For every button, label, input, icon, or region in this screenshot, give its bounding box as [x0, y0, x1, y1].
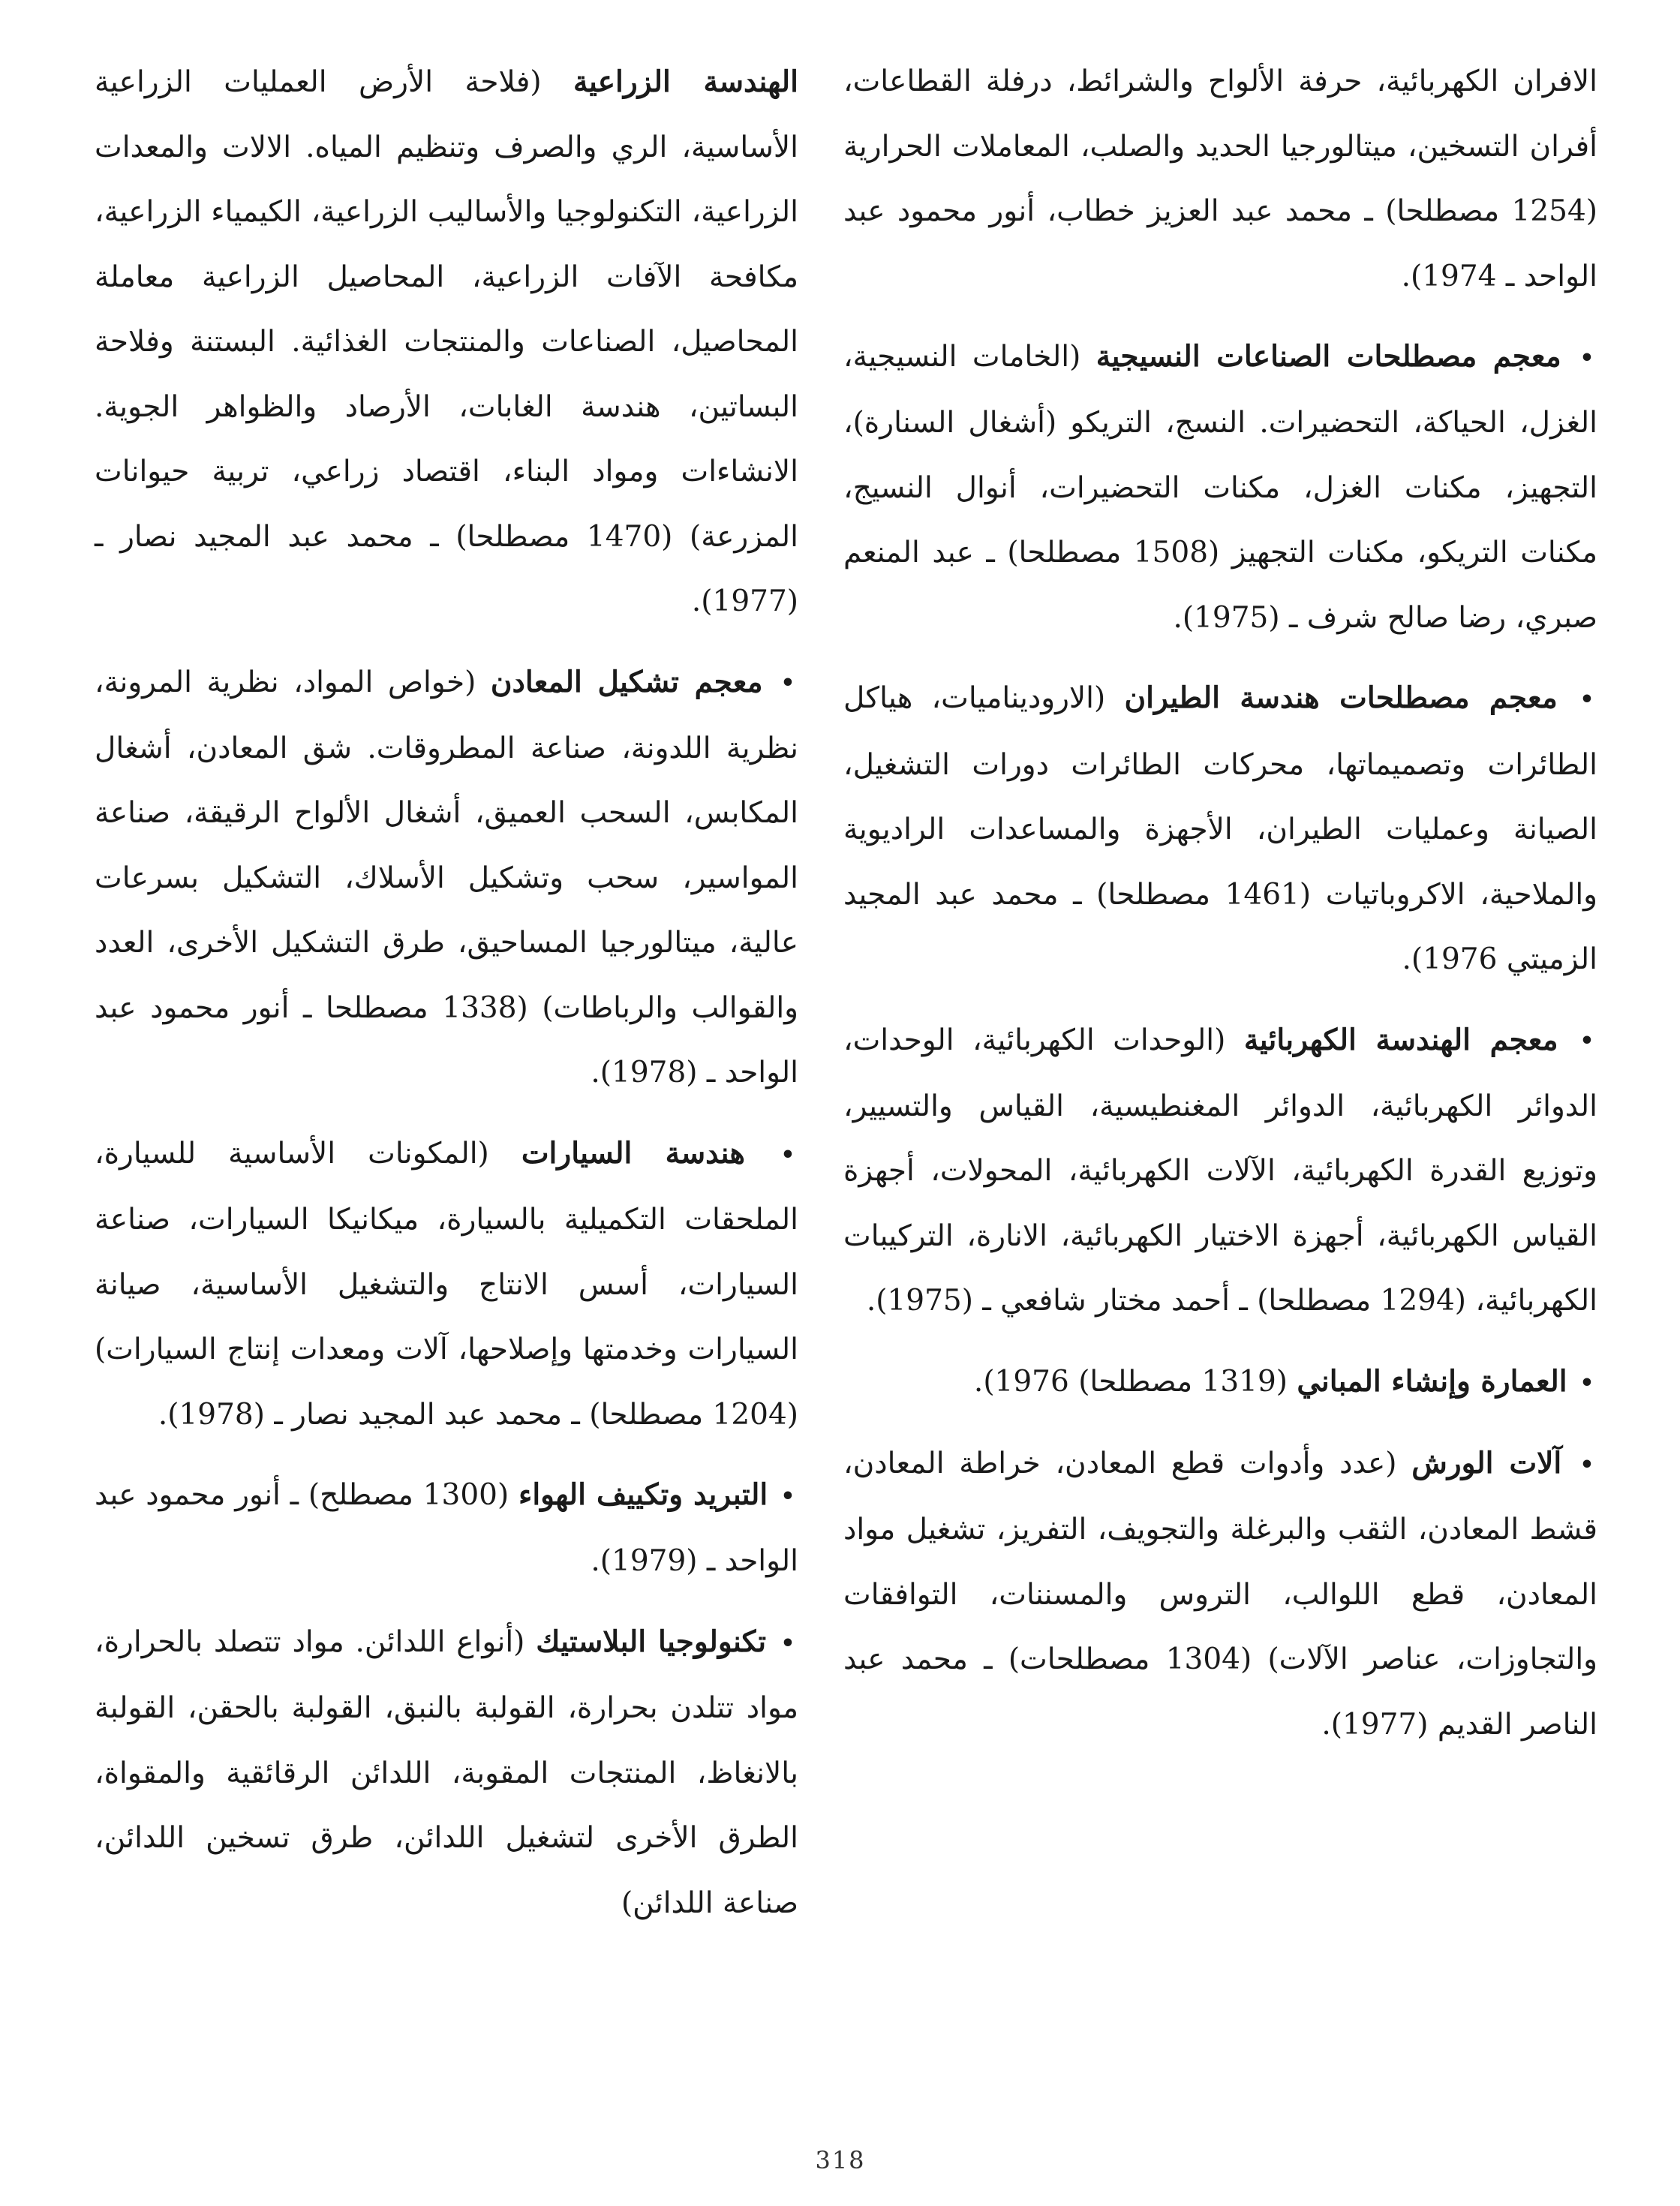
- continued-entry: [843, 50, 1597, 309]
- entry-refrigeration: [95, 1462, 798, 1594]
- bullet-icon: •: [1579, 344, 1594, 371]
- entry-title: الهندسة الزراعية: [573, 65, 798, 99]
- entry-title: تكنولوجيا البلاستيك: [536, 1624, 767, 1659]
- entry-title: التبريد وتكييف الهواء: [518, 1477, 768, 1512]
- entry-text: (الوحدات الكهربائية، الوحدات، الدوائر الكهربائية، الدوائر المغنطيسية، القياس والتسيير، وتوزيع القدرة الكهربائية، الآلات الكهربائية، المحولات، أجهزة القياس الكهربائية، أجهزة الاختيار الكهربائية، الانارة، التركيبات الكهربائية، (1294 مصطلحا) ـ أحمد مختار شافعي ـ (1975).: [843, 1023, 1597, 1318]
- entry-textile-terms: [843, 324, 1597, 651]
- entry-text: (1319 مصطلحا) 1976).: [973, 1364, 1288, 1399]
- left-column: [95, 50, 798, 1951]
- entry-aviation-terms: [843, 666, 1597, 992]
- entry-automotive-engineering: [95, 1121, 798, 1447]
- entry-title: العمارة وإنشاء المباني: [1297, 1363, 1567, 1399]
- entry-text: (خواص المواد، نظرية المرونة، نظرية اللدونة، صناعة المطروقات. شق المعادن، أشغال المكابس، السحب العميق، أشغال الألواح الرقيقة، صناعة المواسير، سحب وتشكيل الأسلاك، التشكيل بسرعات عالية، ميتالورجيا المساحيق، طرق التشكيل الأخرى، العدد والقوالب والرباطات) (1338 مصطلحا ـ أنور محمود عبد الواحد ـ (1978).: [95, 665, 798, 1090]
- entry-text: (فلاحة الأرض العمليات الزراعية الأساسية، الري والصرف وتنظيم المياه. الالات والمعدات الزراعية، التكنولوجيا والأساليب الزراعية، الكيمياء الزراعية، مكافحة الآفات الزراعية، المحاصيل الزراعية معاملة المحاصيل، الصناعات والمنتجات الغذائية. البستنة وفلاحة البساتين، هندسة الغابات، الأرصاد والظواهر الجوية. الانشاءات ومواد البناء، اقتصاد زراعي، تربية حيوانات المزرعة) (1470 مصطلحا) ـ محمد عبد المجيد نصار ـ (1977).: [95, 65, 799, 618]
- entry-text: (المكونات الأساسية للسيارة، الملحقات التكميلية بالسيارة، ميكانيكا السيارات، صناعة السيارات، أسس الانتاج والتشغيل الأساسية، صيانة السيارات وخدمتها وإصلاحها، آلات ومعدات إنتاج السيارات) (1204 مصطلحا) ـ محمد عبد المجيد نصار ـ (1978).: [95, 1136, 798, 1432]
- bullet-icon: •: [1579, 1451, 1594, 1478]
- entry-text: (عدد وأدوات قطع المعادن، خراطة المعادن، قشط المعادن، الثقب والبرغلة والتجويف، التفريز، تشغيل مواد المعادن، قطع اللوالب، التروس والمسننات، التوافقات والتجاوزات، عناصر الآلات) (1304 مصطلحات) ـ محمد عبد الناصر القديم (1977).: [843, 1447, 1597, 1742]
- entry-architecture: [843, 1349, 1597, 1416]
- right-column: [843, 50, 1597, 1772]
- page-number: 318: [815, 2146, 866, 2174]
- entry-text: (أنواع اللدائن. مواد تتصلد بالحرارة، مواد تتلدن بحرارة، القولبة بالنبق، القولبة بالحقن، القولبة بالانغاظ، المنتجات المقوبة، اللدائن الرقائقية والمقواة، الطرق الأخرى لتشغيل اللدائن، طرق تسخين اللدائن، صناعة اللدائن): [95, 1624, 798, 1920]
- entry-title: معجم مصطلحات الصناعات النسيجية: [1095, 339, 1561, 374]
- entry-title: معجم مصطلحات هندسة الطيران: [1124, 681, 1558, 716]
- entry-text: (الخامات النسيجية، الغزل، الحياكة، التحضيرات. النسج، التريكو (أشغال السنارة)، التجهيز، مكنات الغزل، مكنات التحضيرات، أنوال النسيج، مكنات التريكو، مكنات التجهيز (1508 مصطلحا) ـ عبد المنعم صبري، رضا صالح شرف ـ (1975).: [843, 340, 1597, 635]
- entry-title: معجم تشكيل المعادن: [490, 664, 763, 699]
- bullet-icon: •: [1579, 687, 1594, 713]
- entry-title: هندسة السيارات: [521, 1135, 745, 1171]
- entry-title: معجم الهندسة الكهربائية: [1243, 1022, 1558, 1057]
- entry-text: (الاروديناميات، هياكل الطائرات وتصميماتها، محركات الطائرات دورات التشغيل، الصيانة وعمليات الطيران، الأجهزة والمساعدات الراديوية والملاحية، الاكروباتيات (1461 مصطلحا) ـ محمد عبد المجيد الزميتي 1976).: [843, 681, 1597, 976]
- bullet-icon: •: [1579, 1369, 1594, 1396]
- entry-workshop-machines: [843, 1431, 1597, 1757]
- bullet-icon: •: [780, 1630, 795, 1657]
- entry-plastics-technology: [95, 1609, 798, 1936]
- entry-text: (1300 مصطلح) ـ أنور محمود عبد الواحد ـ (1979).: [95, 1478, 798, 1579]
- entry-electrical-engineering: [843, 1008, 1597, 1334]
- entry-metal-forming: [95, 650, 798, 1106]
- entry-title: آلات الورش: [1411, 1446, 1562, 1480]
- continued-entry-text: الافران الكهربائية، حرفة الألواح والشرائط، درفلة القطاعات، أفران التسخين، ميتالورجيا الحديد والصلب، المعاملات الحرارية (1254 مصطلحا) ـ محمد عبد العزيز خطاب، أنور محمود عبد الواحد ـ 1974).: [843, 65, 1597, 293]
- bullet-icon: •: [780, 1141, 795, 1168]
- entry-agricultural-engineering: [95, 50, 798, 635]
- bullet-icon: •: [780, 1483, 795, 1510]
- bullet-icon: •: [780, 670, 795, 697]
- bullet-icon: •: [1579, 1028, 1594, 1055]
